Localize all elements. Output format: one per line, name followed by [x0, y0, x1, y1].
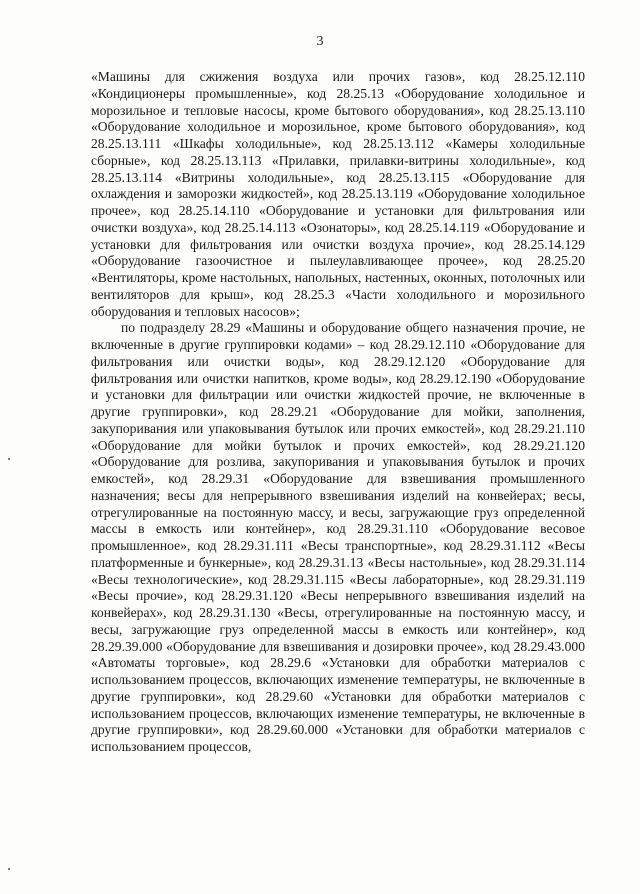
document-body	[91, 69, 585, 756]
scan-speck	[8, 458, 10, 460]
page-number: 3	[316, 34, 324, 49]
paragraph-general-machinery-codes: по подразделу 28.29 «Машины и оборудование общего назначения прочие, не включенные в другие группировки кодами» – код 28.29.12.110 «Оборудование для фильтрования или очистки воды», код 28.29.12.120 «Оборудование для фильтрования или очистки напитков, кроме воды», код 28.29.12.190 «Оборудование и установки для фильтрации или очистки жидкостей прочие, не включенные в другие группировки», код 28.29.21 «Оборудование для мойки, заполнения, закупоривания или упаковывания бутылок или прочих емкостей», код 28.29.21.110 «Оборудование для мойки бутылок и прочих емкостей», код 28.29.21.120 «Оборудование для розлива, закупоривания и упаковывания бутылок и прочих емкостей», код 28.29.31 «Оборудование для взвешивания промышленного назначения; весы для непрерывного взвешивания изделий на конвейерах; весы, отрегулированные на постоянную массу, и весы, загружающие груз определенной массы в емкость или контейнер», код 28.29.31.110 «Оборудование весовое промышленное», код 28.29.31.111 «Весы транспортные», код 28.29.31.112 «Весы платформенные и бункерные», код 28.29.31.13 «Весы настольные», код 28.29.31.114 «Весы технологические», код 28.29.31.115 «Весы лабораторные», код 28.29.31.119 «Весы прочие», код 28.29.31.120 «Весы непрерывного взвешивания изделий на конвейерах», код 28.29.31.130 «Весы, отрегулированные на постоянную массу, и весы, загружающие груз определенной массы в емкость или контейнер», код 28.29.39.000 «Оборудование для взвешивания и дозировки прочее», код 28.29.43.000 «Автоматы торговые», код 28.29.6 «Установки для обработки материалов с использованием процессов, включающих изменение температуры, не включенные в другие группировки», код 28.29.60 «Установки для обработки материалов с использованием процессов, включающих изменение температуры, не включенные в другие группировки», код 28.29.60.000 «Установки для обработки материалов с использованием процессов,	[91, 320, 585, 754]
scan-speck	[8, 868, 10, 870]
paragraph-refrigeration-codes: «Машины для сжижения воздуха или прочих газов», код 28.25.12.110 «Кондиционеры промышленные», код 28.25.13 «Оборудование холодильное и морозильное и тепловые насосы, кроме бытового оборудования», код 28.25.13.110 «Оборудование холодильное и морозильное, кроме бытового оборудования», код 28.25.13.111 «Шкафы холодильные», код 28.25.13.112 «Камеры холодильные сборные», код 28.25.13.113 «Прилавки, прилавки-витрины холодильные», код 28.25.13.114 «Витрины холодильные», код 28.25.13.115 «Оборудование для охлаждения и заморозки жидкостей», код 28.25.13.119 «Оборудование холодильное прочее», код 28.25.14.110 «Оборудование и установки для фильтрования или очистки воздуха», код 28.25.14.113 «Озонаторы», код 28.25.14.119 «Оборудование и установки для фильтрования или очистки воздуха прочие», код 28.25.14.129 «Оборудование газоочистное и пылеулавливающее прочее», код 28.25.20 «Вентиляторы, кроме настольных, напольных, настенных, оконных, потолочных или вентиляторов для крыш», код 28.25.3 «Части холодильного и морозильного оборудования и тепловых насосов»;	[91, 69, 585, 319]
